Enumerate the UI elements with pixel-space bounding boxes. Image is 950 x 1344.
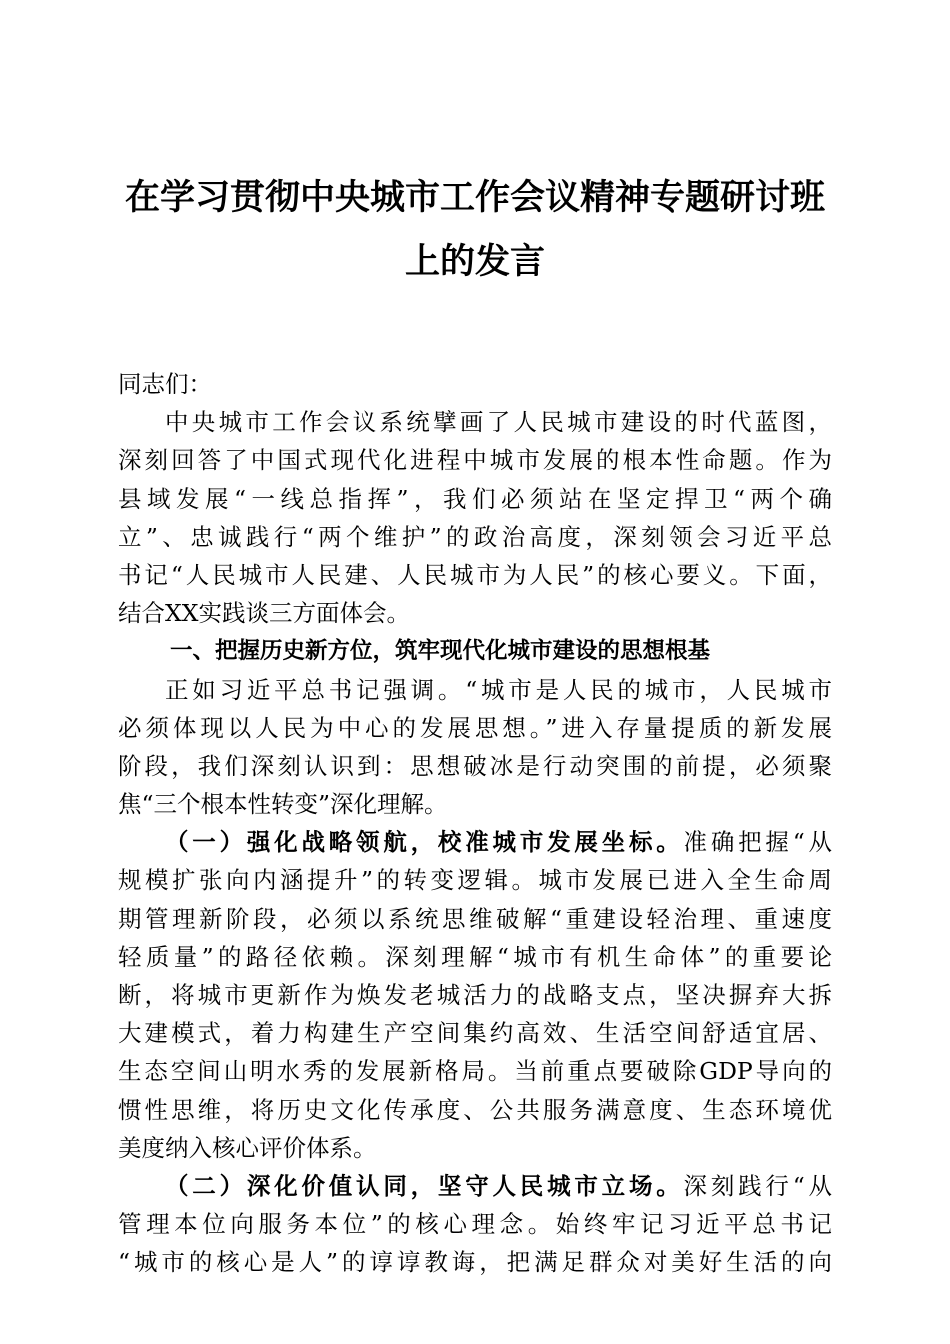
p1-line-2: 必须体现以人民为中心的发展思想。”进入存量提质的新发展: [118, 713, 832, 742]
intro-line-2: 深刻回答了中国式现代化进程中城市发展的根本性命题。作为: [118, 446, 832, 475]
p2-line-2: 规模扩张向内涵提升”的转变逻辑。城市发展已进入全生命周: [118, 866, 832, 895]
document-body: [118, 365, 832, 1282]
p2-line-6: 大建模式，着力构建生产空间集约高效、生活空间舒适宜居、: [118, 1019, 832, 1048]
salutation: 同志们：: [118, 370, 212, 398]
subheading-1: （一）强化战略领航，校准城市发展坐标。: [165, 828, 684, 857]
section-heading-1: 一、把握历史新方位，筑牢现代化城市建设的思想根基: [170, 638, 711, 665]
intro-line-3: 县域发展“一线总指挥”，我们必须站在坚定捍卫“两个确: [118, 484, 832, 513]
p2-line-1-rest: 准确把握“从: [683, 828, 833, 857]
p3-line-1-rest: 深刻践行“从: [683, 1171, 833, 1200]
subheading-2: （二）深化价值认同，坚守人民城市立场。: [165, 1171, 684, 1200]
title-line-1: 在学习贯彻中央城市工作会议精神专题研讨班: [124, 178, 825, 218]
p3-line-3: “城市的核心是人”的谆谆教诲，把满足群众对美好生活的向: [118, 1248, 832, 1277]
intro-line-1: 中央城市工作会议系统擘画了人民城市建设的时代蓝图，: [165, 408, 832, 437]
p2-line-4: 轻质量”的路径依赖。深刻理解“城市有机生命体”的重要论: [118, 942, 832, 971]
intro-line-5: 书记“人民城市人民建、人民城市为人民”的核心要义。下面，: [118, 560, 832, 589]
intro-line-4: 立”、忠诚践行“两个维护”的政治高度，深刻领会习近平总: [118, 522, 832, 551]
p2-line-8: 惯性思维，将历史文化传承度、公共服务满意度、生态环境优: [118, 1095, 832, 1124]
p1-line-3: 阶段，我们深刻认识到：思想破冰是行动突围的前提，必须聚: [118, 751, 832, 780]
title-line-2: 上的发言: [404, 242, 545, 282]
p2-line-5: 断，将城市更新作为焕发老城活力的战略支点，坚决摒弃大拆: [118, 981, 832, 1009]
p2-line-1: [118, 823, 832, 861]
p2-line-3: 期管理新阶段，必须以系统思维破解“重建设轻治理、重速度: [118, 904, 832, 933]
document-title: [118, 166, 832, 294]
p2-line-7: 生态空间山明水秀的发展新格局。当前重点要破除GDP导向的: [118, 1057, 832, 1086]
p2-line-9: 美度纳入核心评价体系。: [118, 1133, 377, 1162]
p3-line-1: [118, 1167, 832, 1205]
p3-line-2: 管理本位向服务本位”的核心理念。始终牢记习近平总书记: [118, 1210, 832, 1239]
p1-line-1: 正如习近平总书记强调。“城市是人民的城市，人民城市: [165, 675, 832, 704]
intro-line-6: 结合XX实践谈三方面体会。: [118, 599, 410, 628]
p1-line-4: 焦“三个根本性转变”深化理解。: [118, 790, 448, 819]
